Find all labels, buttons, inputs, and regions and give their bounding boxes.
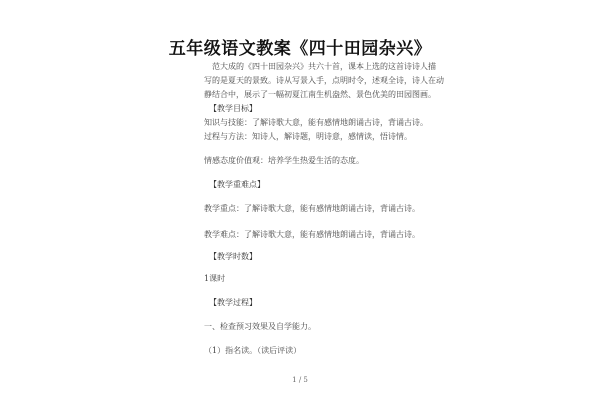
time-heading: 【教学时数】	[209, 252, 257, 261]
page-indicator: 1 / 5	[292, 376, 308, 384]
goal-knowledge: 知识与技能：了解诗歌大意，能有感情地朗诵古诗，背诵古诗。	[204, 118, 428, 127]
intro-line-2: 写的是夏天的景致。诗从写景入手，点明时令，述观全诗，诗人在动	[204, 76, 444, 85]
intro-line-1: 范大成的《四十田园杂兴》共六十首，课本上选的这首诗诗人描	[212, 62, 436, 71]
key-point: 教学重点：了解诗歌大意，能有感情地朗诵古诗，背诵古诗。	[204, 204, 420, 213]
time-value: 1课时	[204, 274, 226, 283]
goal-emotion: 情感态度价值观：培养学生热爱生活的态度。	[204, 156, 364, 165]
document-title: 五年级语文教案《四十田园杂兴》	[168, 39, 432, 59]
step-one-sub: （1）指名读。（读后评读）	[204, 346, 302, 355]
step-one: 一、检查预习效果及自学能力。	[204, 322, 316, 331]
difficult-point: 教学难点：了解诗歌大意，能有感情地朗诵古诗，背诵古诗。	[204, 230, 420, 239]
goals-heading: 【教学目标】	[209, 104, 257, 113]
goal-process: 过程与方法：知诗人，解诗题，明诗意，感情读，悟诗情。	[204, 132, 412, 141]
process-heading: 【教学过程】	[209, 298, 257, 307]
intro-line-3: 静结合中，展示了一幅初夏江南生机盎然、景色优美的田园图画。	[204, 90, 436, 99]
key-heading: 【教学重难点】	[209, 180, 265, 189]
